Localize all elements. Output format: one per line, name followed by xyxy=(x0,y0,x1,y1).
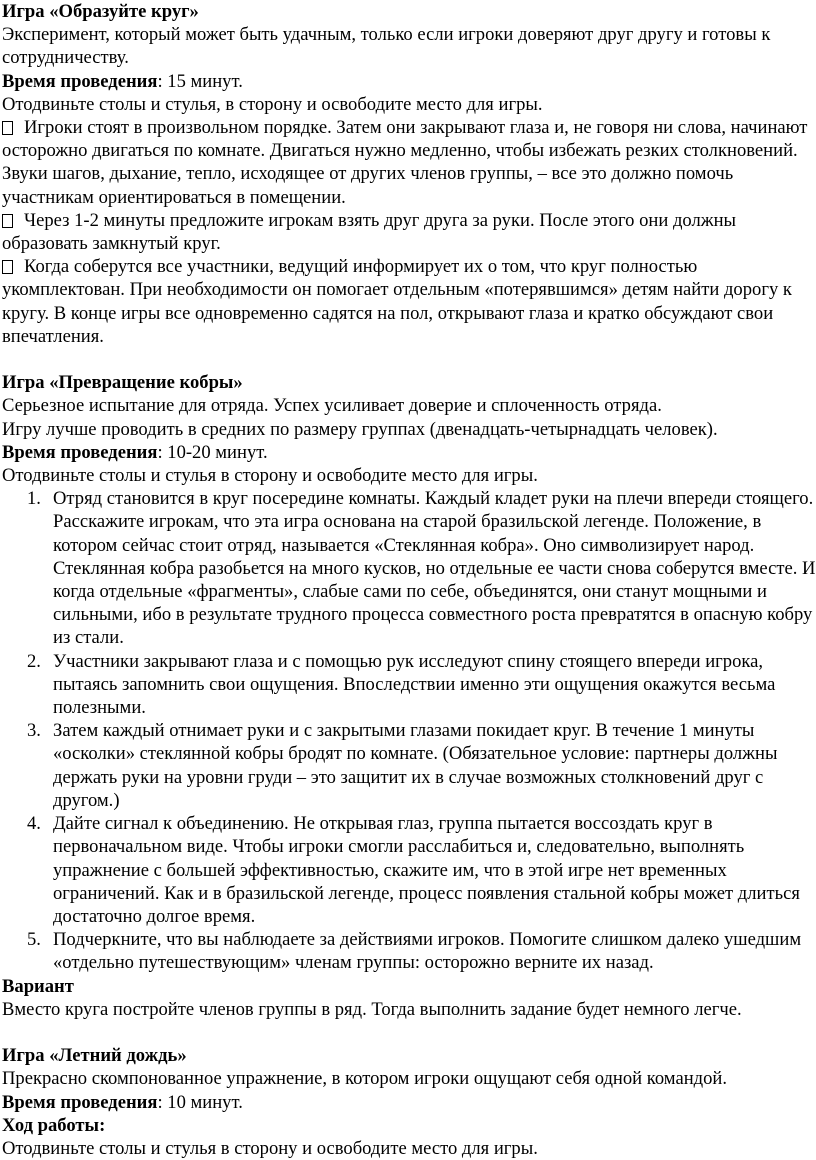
game2-prep: Отодвиньте столы и стулья в сторону и освободите место для игры. xyxy=(2,465,538,487)
bullet-icon xyxy=(2,209,24,232)
list-item-number: 2. xyxy=(27,650,41,672)
game3-time-label: Время проведения xyxy=(2,1091,158,1113)
game2-steps-list xyxy=(2,487,816,974)
list-item-number: 5. xyxy=(27,929,41,951)
game1-bullet xyxy=(2,116,816,209)
game2-intro-2: Игру лучше проводить в средних по размеру группах (двенадцать-четырнадцать человек). xyxy=(2,418,718,440)
list-item-number: 3. xyxy=(27,720,41,742)
game2-time-label: Время проведения xyxy=(2,441,158,463)
paragraph-gap xyxy=(2,1021,816,1044)
list-item xyxy=(27,928,816,974)
game2-time-value: : 10-20 минут. xyxy=(157,441,268,463)
game1-time xyxy=(2,70,816,93)
game2-intro-1: Серьезное испытание для отряда. Успех усиливает доверие и сплоченность отряда. xyxy=(2,395,662,417)
list-item-number: 1. xyxy=(27,488,41,510)
list-item xyxy=(27,487,816,649)
game3-intro: Прекрасно скомпонованное упражнение, в котором игроки ощущают себя одной командой. xyxy=(2,1068,728,1090)
list-item xyxy=(27,719,816,812)
game3-time xyxy=(2,1091,816,1114)
list-item xyxy=(27,812,816,928)
game1-bullet-text: Когда соберутся все участники, ведущий информирует их о том, что круг полностью укомплектован. При необходимости он помогает отдельным «потерявшимся» детям найти дорогу к кругу. В конце игры все одновременно садятся на пол, открывают глаза и кратко обсуждают свои впечатления. xyxy=(2,256,792,347)
game1-time-value: : 15 минут. xyxy=(157,70,243,92)
game1-prep: Отодвиньте столы и стулья, в сторону и освободите место для игры. xyxy=(2,93,543,115)
game1-time-label: Время проведения xyxy=(2,70,158,92)
game1-bullet-text: Игроки стоят в произвольном порядке. Затем они закрывают глаза и, не говоря ни слова, начинают осторожно двигаться по комнате. Двигаться нужно медленно, чтобы избежать резких столкновений. Звуки шагов, дыхание, тепло, исходящее от других членов группы, – все это должно помочь участникам ориентироваться в помещении. xyxy=(2,117,808,208)
list-item xyxy=(27,650,816,720)
game3-course-label: Ход работы: xyxy=(2,1114,106,1136)
game3-prep: Отодвиньте столы и стулья в сторону и освободите место для игры. xyxy=(2,1137,538,1159)
list-item-text: Участники закрывают глаза и с помощью рук исследуют спину стоящего впереди игрока, пытаясь запомнить свои ощущения. Впоследствии именно эти ощущения окажутся весьма полезными. xyxy=(53,650,776,719)
game2-time xyxy=(2,441,816,464)
game3-time-value: : 10 минут. xyxy=(157,1091,243,1113)
game3-title: Игра «Летний дождь» xyxy=(2,1045,187,1067)
game1-intro: Эксперимент, который может быть удачным, только если игроки доверяют друг другу и готовы к сотрудничеству. xyxy=(2,24,771,69)
paragraph-gap xyxy=(2,348,816,371)
game1-title: Игра «Образуйте круг» xyxy=(2,1,199,22)
game1-bullet xyxy=(2,255,816,348)
bullet-icon xyxy=(2,116,24,139)
game2-title: Игра «Превращение кобры» xyxy=(2,372,243,394)
game1-bullet xyxy=(2,209,816,255)
game1-bullet-text: Через 1-2 минуты предложите игрокам взять друг друга за руки. После этого они должны образовать замкнутый круг. xyxy=(2,209,737,255)
game2-variant-label: Вариант xyxy=(2,975,74,997)
bullet-icon xyxy=(2,255,24,278)
list-item-text: Подчеркните, что вы наблюдаете за действиями игроков. Помогите слишком далеко ушедшим «отдельно путешествующим» членам группы: осторожно верните их назад. xyxy=(53,929,802,974)
list-item-text: Дайте сигнал к объединению. Не открывая глаз, группа пытается воссоздать круг в первоначальном виде. Чтобы игроки смогли расслабиться и, следовательно, выполнять упражнение с большей эффективностью, скажите им, что в этой игре нет временных ограничений. Как и в бразильской легенде, процесс появления стальной кобры может длиться достаточно долгое время. xyxy=(53,813,800,927)
list-item-text: Затем каждый отнимает руки и с закрытыми глазами покидает круг. В течение 1 минуты «осколки» стеклянной кобры бродят по комнате. (Обязательное условие: партнеры должны держать руки на уровни груди – это защитит их в случае возможных столкновений друг с другом.) xyxy=(53,720,778,811)
game2-variant-text: Вместо круга постройте членов группы в ряд. Тогда выполнить задание будет немного легче. xyxy=(2,998,742,1020)
list-item-text: Отряд становится в круг посередине комнаты. Каждый кладет руки на плечи впереди стоящего. Расскажите игрокам, что эта игра основана на старой бразильской легенде. Положение, в котором сейчас стоит отряд, называется «Стеклянная кобра». Оно символизирует народ. Стеклянная кобра разобьется на много кусков, но отдельные ее части снова соберутся вместе. И когда отдельные «фрагменты», слабые сами по себе, объединятся, они станут мощными и сильными, ибо в результате трудного процесса совместного роста превратятся в опасную кобру из стали. xyxy=(53,488,816,649)
list-item-number: 4. xyxy=(27,813,41,835)
